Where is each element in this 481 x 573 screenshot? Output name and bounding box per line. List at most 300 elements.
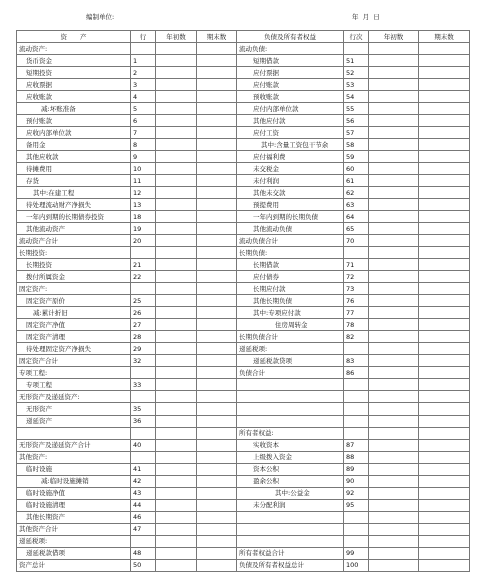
asset-begin-cell[interactable] bbox=[156, 403, 197, 415]
liability-name: 预提费用 bbox=[237, 199, 344, 211]
liability-begin-cell[interactable] bbox=[369, 115, 419, 127]
liability-row-no bbox=[344, 523, 369, 535]
liability-row-no: 56 bbox=[344, 115, 369, 127]
liability-row-no: 100 bbox=[344, 559, 369, 571]
liability-row-no bbox=[344, 427, 369, 439]
liability-begin-cell[interactable] bbox=[369, 343, 419, 355]
asset-begin-cell[interactable] bbox=[156, 199, 197, 211]
asset-begin-cell[interactable] bbox=[156, 223, 197, 235]
table-row bbox=[17, 463, 470, 475]
asset-end-cell[interactable] bbox=[197, 331, 237, 343]
asset-end-cell[interactable] bbox=[197, 415, 237, 427]
liability-end-cell[interactable] bbox=[419, 43, 470, 55]
table-row bbox=[17, 103, 470, 115]
asset-row-no: 27 bbox=[131, 319, 156, 331]
asset-begin-cell[interactable] bbox=[156, 79, 197, 91]
liability-end-cell[interactable] bbox=[419, 139, 470, 151]
liability-begin-cell[interactable] bbox=[369, 199, 419, 211]
asset-row-no: 12 bbox=[131, 187, 156, 199]
balance-sheet-table bbox=[16, 30, 470, 572]
asset-begin-cell[interactable] bbox=[156, 43, 197, 55]
asset-end-cell[interactable] bbox=[197, 115, 237, 127]
asset-name: 递延资产 bbox=[17, 415, 131, 427]
liability-begin-cell[interactable] bbox=[369, 439, 419, 451]
asset-row-no: 41 bbox=[131, 463, 156, 475]
asset-name: 应收内部单位款 bbox=[17, 127, 131, 139]
asset-row-no: 7 bbox=[131, 127, 156, 139]
liability-row-no: 64 bbox=[344, 211, 369, 223]
liability-row-no: 88 bbox=[344, 451, 369, 463]
asset-row-no: 18 bbox=[131, 211, 156, 223]
asset-name: 待处理固定资产净损失 bbox=[17, 343, 131, 355]
asset-end-cell[interactable] bbox=[197, 295, 237, 307]
asset-row-no: 10 bbox=[131, 163, 156, 175]
liability-end-cell[interactable] bbox=[419, 511, 470, 523]
asset-end-cell[interactable] bbox=[197, 391, 237, 403]
asset-row-no: 28 bbox=[131, 331, 156, 343]
liability-begin-cell[interactable] bbox=[369, 55, 419, 67]
asset-end-cell[interactable] bbox=[197, 223, 237, 235]
asset-begin-cell[interactable] bbox=[156, 187, 197, 199]
table-row bbox=[17, 151, 470, 163]
asset-begin-cell[interactable] bbox=[156, 175, 197, 187]
asset-row-no bbox=[131, 43, 156, 55]
asset-end-cell[interactable] bbox=[197, 559, 237, 571]
liability-row-no: 76 bbox=[344, 295, 369, 307]
asset-begin-cell[interactable] bbox=[156, 523, 197, 535]
asset-name: 应收账款 bbox=[17, 91, 131, 103]
liability-row-no: 65 bbox=[344, 223, 369, 235]
asset-name: 减:累计折旧 bbox=[17, 307, 131, 319]
liability-begin-cell[interactable] bbox=[369, 475, 419, 487]
asset-row-no: 32 bbox=[131, 355, 156, 367]
liability-end-cell[interactable] bbox=[419, 487, 470, 499]
liability-end-cell[interactable] bbox=[419, 259, 470, 271]
liability-row-no: 73 bbox=[344, 283, 369, 295]
asset-end-cell[interactable] bbox=[197, 187, 237, 199]
asset-name: 减:坏账准备 bbox=[17, 103, 131, 115]
asset-name: 其他资产合计 bbox=[17, 523, 131, 535]
table-row bbox=[17, 211, 470, 223]
asset-begin-cell[interactable] bbox=[156, 127, 197, 139]
asset-begin-cell[interactable] bbox=[156, 271, 197, 283]
liability-end-cell[interactable] bbox=[419, 67, 470, 79]
liability-begin-cell[interactable] bbox=[369, 511, 419, 523]
liability-end-cell[interactable] bbox=[419, 535, 470, 547]
table-row bbox=[17, 319, 470, 331]
asset-end-cell[interactable] bbox=[197, 259, 237, 271]
liability-begin-cell[interactable] bbox=[369, 367, 419, 379]
asset-row-no bbox=[131, 283, 156, 295]
liability-begin-cell[interactable] bbox=[369, 103, 419, 115]
liability-end-cell[interactable] bbox=[419, 175, 470, 187]
liability-name: 其他流动负债 bbox=[237, 223, 344, 235]
asset-end-cell[interactable] bbox=[197, 151, 237, 163]
asset-begin-cell[interactable] bbox=[156, 451, 197, 463]
asset-end-cell[interactable] bbox=[197, 175, 237, 187]
liability-name bbox=[237, 535, 344, 547]
table-row bbox=[17, 175, 470, 187]
liability-begin-cell[interactable] bbox=[369, 295, 419, 307]
liability-name: 长期借款 bbox=[237, 259, 344, 271]
liability-end-cell[interactable] bbox=[419, 55, 470, 67]
asset-end-cell[interactable] bbox=[197, 283, 237, 295]
liability-begin-cell[interactable] bbox=[369, 139, 419, 151]
asset-name: 长期投资: bbox=[17, 247, 131, 259]
liability-end-cell[interactable] bbox=[419, 163, 470, 175]
asset-end-cell[interactable] bbox=[197, 55, 237, 67]
liability-end-cell[interactable] bbox=[419, 427, 470, 439]
asset-name: 固定资产: bbox=[17, 283, 131, 295]
asset-name: 存货 bbox=[17, 175, 131, 187]
liability-row-no: 59 bbox=[344, 151, 369, 163]
liability-end-cell[interactable] bbox=[419, 283, 470, 295]
liability-end-cell[interactable] bbox=[419, 319, 470, 331]
asset-end-cell[interactable] bbox=[197, 271, 237, 283]
asset-name: 拨付所属资金 bbox=[17, 271, 131, 283]
liability-end-cell[interactable] bbox=[419, 355, 470, 367]
liability-begin-cell[interactable] bbox=[369, 175, 419, 187]
asset-begin-cell[interactable] bbox=[156, 475, 197, 487]
liability-end-cell[interactable] bbox=[419, 415, 470, 427]
asset-row-no: 13 bbox=[131, 199, 156, 211]
asset-end-cell[interactable] bbox=[197, 67, 237, 79]
asset-begin-cell[interactable] bbox=[156, 235, 197, 247]
table-row bbox=[17, 487, 470, 499]
asset-begin-cell[interactable] bbox=[156, 259, 197, 271]
liability-name: 其中:专项应付款 bbox=[237, 307, 344, 319]
liability-name bbox=[237, 391, 344, 403]
asset-begin-cell[interactable] bbox=[156, 67, 197, 79]
liability-end-cell[interactable] bbox=[419, 475, 470, 487]
liability-end-cell[interactable] bbox=[419, 331, 470, 343]
asset-begin-cell[interactable] bbox=[156, 547, 197, 559]
asset-end-cell[interactable] bbox=[197, 523, 237, 535]
asset-end-cell[interactable] bbox=[197, 199, 237, 211]
asset-row-no: 1 bbox=[131, 55, 156, 67]
asset-begin-cell[interactable] bbox=[156, 247, 197, 259]
liability-begin-cell[interactable] bbox=[369, 379, 419, 391]
asset-end-cell[interactable] bbox=[197, 367, 237, 379]
asset-begin-cell[interactable] bbox=[156, 355, 197, 367]
liability-end-cell[interactable] bbox=[419, 187, 470, 199]
asset-row-no: 40 bbox=[131, 439, 156, 451]
liability-name: 应付票据 bbox=[237, 67, 344, 79]
asset-begin-cell[interactable] bbox=[156, 367, 197, 379]
asset-end-cell[interactable] bbox=[197, 163, 237, 175]
liability-begin-cell[interactable] bbox=[369, 463, 419, 475]
asset-begin-cell[interactable] bbox=[156, 139, 197, 151]
liability-row-no: 71 bbox=[344, 259, 369, 271]
asset-end-cell[interactable] bbox=[197, 439, 237, 451]
liability-begin-cell[interactable] bbox=[369, 79, 419, 91]
asset-end-cell[interactable] bbox=[197, 211, 237, 223]
asset-name: 其他资产: bbox=[17, 451, 131, 463]
asset-end-cell[interactable] bbox=[197, 463, 237, 475]
table-row bbox=[17, 535, 470, 547]
asset-end-cell[interactable] bbox=[197, 355, 237, 367]
liability-end-cell[interactable] bbox=[419, 307, 470, 319]
asset-row-no: 43 bbox=[131, 487, 156, 499]
liability-begin-cell[interactable] bbox=[369, 499, 419, 511]
asset-begin-cell[interactable] bbox=[156, 283, 197, 295]
liability-end-cell[interactable] bbox=[419, 559, 470, 571]
asset-row-no: 42 bbox=[131, 475, 156, 487]
asset-row-no: 9 bbox=[131, 151, 156, 163]
liability-begin-cell[interactable] bbox=[369, 127, 419, 139]
asset-end-cell[interactable] bbox=[197, 547, 237, 559]
liability-begin-cell[interactable] bbox=[369, 415, 419, 427]
asset-begin-cell[interactable] bbox=[156, 487, 197, 499]
liability-begin-cell[interactable] bbox=[369, 451, 419, 463]
liability-row-no: 86 bbox=[344, 367, 369, 379]
liability-begin-cell[interactable] bbox=[369, 427, 419, 439]
asset-begin-cell[interactable] bbox=[156, 379, 197, 391]
table-row bbox=[17, 55, 470, 67]
liability-begin-cell[interactable] bbox=[369, 187, 419, 199]
asset-begin-cell[interactable] bbox=[156, 511, 197, 523]
liability-begin-cell[interactable] bbox=[369, 283, 419, 295]
liability-end-cell[interactable] bbox=[419, 547, 470, 559]
liability-name: 应付债券 bbox=[237, 271, 344, 283]
asset-name: 其他长期资产 bbox=[17, 511, 131, 523]
liability-row-no: 62 bbox=[344, 187, 369, 199]
table-row bbox=[17, 79, 470, 91]
asset-row-no: 21 bbox=[131, 259, 156, 271]
asset-row-no: 22 bbox=[131, 271, 156, 283]
asset-row-no: 36 bbox=[131, 415, 156, 427]
liability-end-cell[interactable] bbox=[419, 115, 470, 127]
asset-row-no bbox=[131, 391, 156, 403]
asset-row-no bbox=[131, 247, 156, 259]
asset-end-cell[interactable] bbox=[197, 343, 237, 355]
table-row bbox=[17, 199, 470, 211]
table-row bbox=[17, 391, 470, 403]
liability-name: 应付福利费 bbox=[237, 151, 344, 163]
liability-end-cell[interactable] bbox=[419, 343, 470, 355]
liability-begin-cell[interactable] bbox=[369, 43, 419, 55]
report-date-label: 年 月 日 bbox=[352, 13, 380, 21]
asset-name: 递延税项: bbox=[17, 535, 131, 547]
liability-row-no bbox=[344, 535, 369, 547]
asset-end-cell[interactable] bbox=[197, 91, 237, 103]
liability-begin-cell[interactable] bbox=[369, 523, 419, 535]
table-row bbox=[17, 259, 470, 271]
liability-row-no: 63 bbox=[344, 199, 369, 211]
liability-name: 递延税项: bbox=[237, 343, 344, 355]
asset-name: 无形资产及递延资产: bbox=[17, 391, 131, 403]
asset-name: 固定资产清理 bbox=[17, 331, 131, 343]
liability-name bbox=[237, 415, 344, 427]
asset-begin-cell[interactable] bbox=[156, 103, 197, 115]
table-row bbox=[17, 499, 470, 511]
asset-begin-cell[interactable] bbox=[156, 463, 197, 475]
liability-begin-cell[interactable] bbox=[369, 91, 419, 103]
liability-row-no: 60 bbox=[344, 163, 369, 175]
asset-name: 专项工程 bbox=[17, 379, 131, 391]
liability-begin-cell[interactable] bbox=[369, 535, 419, 547]
liability-name: 盈余公积 bbox=[237, 475, 344, 487]
liability-end-cell[interactable] bbox=[419, 151, 470, 163]
liability-begin-cell[interactable] bbox=[369, 271, 419, 283]
liability-row-no: 57 bbox=[344, 127, 369, 139]
asset-end-cell[interactable] bbox=[197, 247, 237, 259]
liability-begin-cell[interactable] bbox=[369, 559, 419, 571]
liability-name: 长期负债: bbox=[237, 247, 344, 259]
asset-begin-cell[interactable] bbox=[156, 55, 197, 67]
asset-row-no: 2 bbox=[131, 67, 156, 79]
liability-begin-cell[interactable] bbox=[369, 391, 419, 403]
liability-begin-cell[interactable] bbox=[369, 151, 419, 163]
liability-name: 一年内到期的长期负债 bbox=[237, 211, 344, 223]
liability-end-cell[interactable] bbox=[419, 79, 470, 91]
asset-end-cell[interactable] bbox=[197, 319, 237, 331]
liability-row-no bbox=[344, 415, 369, 427]
liability-end-cell[interactable] bbox=[419, 223, 470, 235]
liability-begin-cell[interactable] bbox=[369, 331, 419, 343]
liability-end-cell[interactable] bbox=[419, 271, 470, 283]
asset-begin-cell[interactable] bbox=[156, 163, 197, 175]
liability-row-no bbox=[344, 379, 369, 391]
table-row bbox=[17, 235, 470, 247]
asset-begin-cell[interactable] bbox=[156, 439, 197, 451]
liability-begin-cell[interactable] bbox=[369, 211, 419, 223]
liability-begin-cell[interactable] bbox=[369, 355, 419, 367]
asset-begin-cell[interactable] bbox=[156, 295, 197, 307]
liability-end-cell[interactable] bbox=[419, 451, 470, 463]
asset-begin-cell[interactable] bbox=[156, 151, 197, 163]
asset-name: 固定资产合计 bbox=[17, 355, 131, 367]
col-liab-begin: 年初数 bbox=[369, 31, 419, 43]
asset-row-no: 26 bbox=[131, 307, 156, 319]
asset-name: 临时设施清理 bbox=[17, 499, 131, 511]
asset-begin-cell[interactable] bbox=[156, 319, 197, 331]
liability-begin-cell[interactable] bbox=[369, 235, 419, 247]
asset-name: 流动资产合计 bbox=[17, 235, 131, 247]
liability-name bbox=[237, 403, 344, 415]
liability-begin-cell[interactable] bbox=[369, 403, 419, 415]
asset-end-cell[interactable] bbox=[197, 127, 237, 139]
table-row bbox=[17, 43, 470, 55]
liability-row-no bbox=[344, 391, 369, 403]
asset-end-cell[interactable] bbox=[197, 427, 237, 439]
asset-end-cell[interactable] bbox=[197, 535, 237, 547]
liability-name: 负债合计 bbox=[237, 367, 344, 379]
asset-name bbox=[17, 427, 131, 439]
liability-name: 预收账款 bbox=[237, 91, 344, 103]
table-row bbox=[17, 379, 470, 391]
asset-end-cell[interactable] bbox=[197, 451, 237, 463]
asset-end-cell[interactable] bbox=[197, 139, 237, 151]
liability-name: 应付账款 bbox=[237, 79, 344, 91]
liability-begin-cell[interactable] bbox=[369, 163, 419, 175]
asset-end-cell[interactable] bbox=[197, 475, 237, 487]
asset-end-cell[interactable] bbox=[197, 79, 237, 91]
asset-begin-cell[interactable] bbox=[156, 427, 197, 439]
asset-begin-cell[interactable] bbox=[156, 211, 197, 223]
liability-name: 未交税金 bbox=[237, 163, 344, 175]
col-line-no: 行次 bbox=[344, 31, 369, 43]
asset-begin-cell[interactable] bbox=[156, 499, 197, 511]
asset-end-cell[interactable] bbox=[197, 103, 237, 115]
liability-begin-cell[interactable] bbox=[369, 67, 419, 79]
asset-begin-cell[interactable] bbox=[156, 391, 197, 403]
table-row bbox=[17, 559, 470, 571]
liability-end-cell[interactable] bbox=[419, 127, 470, 139]
asset-end-cell[interactable] bbox=[197, 43, 237, 55]
asset-begin-cell[interactable] bbox=[156, 331, 197, 343]
liability-begin-cell[interactable] bbox=[369, 487, 419, 499]
asset-row-no: 5 bbox=[131, 103, 156, 115]
liability-end-cell[interactable] bbox=[419, 463, 470, 475]
asset-begin-cell[interactable] bbox=[156, 307, 197, 319]
liability-end-cell[interactable] bbox=[419, 499, 470, 511]
asset-name: 一年内到期的长期债券投资 bbox=[17, 211, 131, 223]
asset-end-cell[interactable] bbox=[197, 487, 237, 499]
liability-end-cell[interactable] bbox=[419, 91, 470, 103]
preparer-unit-label: 编制单位: bbox=[86, 13, 115, 21]
table-row bbox=[17, 367, 470, 379]
asset-begin-cell[interactable] bbox=[156, 91, 197, 103]
liability-end-cell[interactable] bbox=[419, 439, 470, 451]
liability-begin-cell[interactable] bbox=[369, 259, 419, 271]
asset-end-cell[interactable] bbox=[197, 379, 237, 391]
asset-end-cell[interactable] bbox=[197, 499, 237, 511]
asset-row-no: 47 bbox=[131, 523, 156, 535]
asset-begin-cell[interactable] bbox=[156, 415, 197, 427]
asset-begin-cell[interactable] bbox=[156, 559, 197, 571]
asset-end-cell[interactable] bbox=[197, 511, 237, 523]
liability-begin-cell[interactable] bbox=[369, 223, 419, 235]
liability-row-no: 53 bbox=[344, 79, 369, 91]
table-row bbox=[17, 127, 470, 139]
asset-name: 长期投资 bbox=[17, 259, 131, 271]
liability-end-cell[interactable] bbox=[419, 391, 470, 403]
liability-begin-cell[interactable] bbox=[369, 307, 419, 319]
asset-end-cell[interactable] bbox=[197, 235, 237, 247]
liability-end-cell[interactable] bbox=[419, 235, 470, 247]
liability-end-cell[interactable] bbox=[419, 403, 470, 415]
liability-end-cell[interactable] bbox=[419, 523, 470, 535]
asset-end-cell[interactable] bbox=[197, 403, 237, 415]
table-row bbox=[17, 355, 470, 367]
liability-end-cell[interactable] bbox=[419, 295, 470, 307]
liability-begin-cell[interactable] bbox=[369, 247, 419, 259]
liability-end-cell[interactable] bbox=[419, 103, 470, 115]
asset-row-no: 44 bbox=[131, 499, 156, 511]
asset-row-no: 25 bbox=[131, 295, 156, 307]
asset-begin-cell[interactable] bbox=[156, 535, 197, 547]
asset-row-no: 20 bbox=[131, 235, 156, 247]
liability-name: 递延税款贷项 bbox=[237, 355, 344, 367]
liability-end-cell[interactable] bbox=[419, 379, 470, 391]
liability-name: 其他未交款 bbox=[237, 187, 344, 199]
liability-begin-cell[interactable] bbox=[369, 547, 419, 559]
liability-end-cell[interactable] bbox=[419, 247, 470, 259]
asset-name: 其中:在建工程 bbox=[17, 187, 131, 199]
asset-begin-cell[interactable] bbox=[156, 343, 197, 355]
liability-end-cell[interactable] bbox=[419, 199, 470, 211]
liability-end-cell[interactable] bbox=[419, 211, 470, 223]
liability-name: 应付工资 bbox=[237, 127, 344, 139]
liability-begin-cell[interactable] bbox=[369, 319, 419, 331]
asset-begin-cell[interactable] bbox=[156, 115, 197, 127]
liability-row-no bbox=[344, 43, 369, 55]
asset-end-cell[interactable] bbox=[197, 307, 237, 319]
liability-name: 未付利润 bbox=[237, 175, 344, 187]
liability-end-cell[interactable] bbox=[419, 367, 470, 379]
asset-name: 备用金 bbox=[17, 139, 131, 151]
